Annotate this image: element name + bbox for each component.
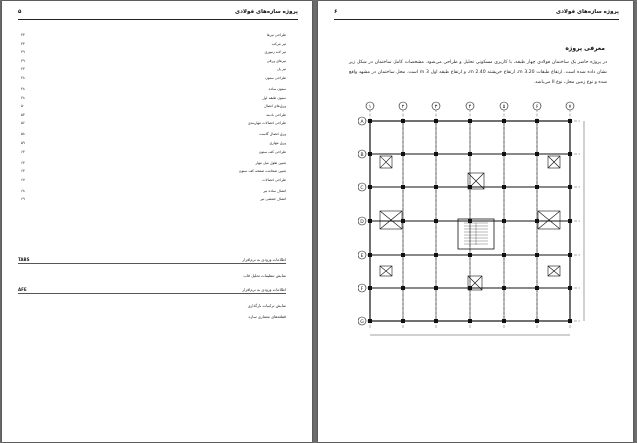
plan-grid bbox=[358, 102, 580, 329]
intro-paragraph: در پروژه حاضر یک ساختمان فولادی چهار طبقه، با کاربری مسکونی تحلیل و طراحی می‌شود. مشخصات کامل ساختمان در شکل زیر نشان داده شده است. ارتفاع طبقات 3.20 m، ارتفاع خرپشته 2.40 m، و ارتفاع طبقه اول 3 m است. محل ساختمان در مشهد واقع شده و نوع زمین محل، نوع II می‌باشد. bbox=[349, 60, 608, 85]
toc-entry[interactable] bbox=[18, 102, 286, 111]
toc-entry[interactable] bbox=[18, 65, 286, 74]
toc-entry[interactable] bbox=[18, 130, 286, 139]
column-marker bbox=[502, 219, 506, 223]
toc-entry-title: اتصال ساده تیر bbox=[263, 188, 286, 193]
toc-entry[interactable] bbox=[18, 111, 286, 120]
axis-label: F bbox=[360, 286, 364, 292]
column-marker bbox=[502, 152, 506, 156]
axis-label: ۷ bbox=[568, 104, 572, 110]
toc-entry-page: ۴۸ bbox=[21, 95, 25, 100]
toc-section-afe bbox=[18, 287, 286, 325]
toc-entry-title: تیر مرکب bbox=[271, 41, 286, 46]
column-marker bbox=[401, 185, 405, 189]
column-marker bbox=[401, 152, 405, 156]
toc-entry[interactable] bbox=[18, 148, 286, 159]
toc-entry-page: ۳۹ bbox=[21, 58, 25, 63]
toc-entry[interactable] bbox=[18, 40, 286, 49]
section-tag: TABS bbox=[18, 257, 30, 262]
toc-entry-title: اتصال خمشی تیر bbox=[260, 197, 286, 202]
left-page bbox=[2, 1, 312, 442]
right-page bbox=[318, 1, 633, 442]
column-marker bbox=[434, 286, 438, 290]
toc-entry-page: ۵۳ bbox=[21, 112, 25, 117]
axis-label: G bbox=[360, 319, 364, 325]
page-number: ۵ bbox=[18, 9, 22, 15]
section-item: نمایش ترکیبات بارگذاری bbox=[247, 303, 286, 308]
toc-entry-page: ۶۷ bbox=[21, 177, 25, 182]
toc-entry-title: ورق اتصال گاست bbox=[259, 132, 286, 137]
column-marker bbox=[401, 253, 405, 257]
toc-entry-page: ۴۸ bbox=[21, 75, 25, 80]
column-marker bbox=[535, 286, 539, 290]
column-marker bbox=[434, 185, 438, 189]
section-label: اطلاعات ورودی به نرم‌افزار bbox=[242, 257, 286, 262]
toc-entry[interactable] bbox=[18, 74, 286, 85]
column-marker bbox=[502, 286, 506, 290]
toc-entry-page: ۶۹ bbox=[21, 197, 25, 202]
toc-entry[interactable] bbox=[18, 176, 286, 187]
toc-entry-title: تعیین طول میل مهار bbox=[255, 160, 286, 165]
column-marker bbox=[401, 286, 405, 290]
toc-entry-title: تیر لانه زنبوری bbox=[264, 50, 286, 55]
toc-entry-page: ۶۸ bbox=[21, 188, 25, 193]
toc-entry-title: طراحی اتصالات مهاربندی bbox=[247, 121, 286, 126]
column-marker bbox=[535, 219, 539, 223]
toc-entry-page: ۵۶ bbox=[21, 121, 25, 126]
column-marker bbox=[434, 253, 438, 257]
section-item: قطعه‌های معماری سازه bbox=[248, 314, 286, 319]
intro-title: معرفی پروژه bbox=[565, 45, 605, 52]
toc-entry-page: ۴۸ bbox=[21, 86, 25, 91]
column-marker bbox=[535, 152, 539, 156]
toc-entry-title: طراحی کف ستون bbox=[258, 149, 286, 154]
toc-entry-page: ۵۹ bbox=[21, 140, 25, 145]
page-number: ۶ bbox=[334, 9, 338, 15]
toc-entry-page: ۳۹ bbox=[21, 50, 25, 55]
section-tag: AFE bbox=[18, 287, 27, 292]
toc-entry-title: طراحی تیرها bbox=[266, 33, 286, 37]
axis-label: A bbox=[360, 119, 364, 125]
page-header bbox=[18, 9, 298, 20]
axis-label: B bbox=[360, 152, 364, 158]
column-marker bbox=[502, 185, 506, 189]
toc-entry-title: طراحی بادبند bbox=[266, 112, 286, 117]
toc-entry-title: طراحی ستون bbox=[265, 75, 286, 80]
axis-label: C bbox=[360, 185, 364, 191]
toc-entry-title: تیرهای ورقی bbox=[266, 58, 286, 63]
toc-entry-page: ۴۳ bbox=[21, 67, 25, 72]
toc-entry-page: ۶۳ bbox=[21, 149, 25, 154]
toc-entry-title: تیر پل bbox=[277, 67, 286, 72]
column-marker bbox=[535, 185, 539, 189]
axis-label: D bbox=[360, 219, 364, 225]
column-marker bbox=[434, 152, 438, 156]
axis-label: ۳ bbox=[434, 104, 438, 110]
toc-entry-page: ۵۸ bbox=[21, 132, 25, 137]
axis-label: ۶ bbox=[535, 104, 539, 110]
toc-entry[interactable] bbox=[18, 195, 286, 204]
column-marker bbox=[434, 219, 438, 223]
header-title: پروژه سازه‌های فولادی bbox=[235, 9, 298, 15]
axis-label: ۱ bbox=[368, 104, 372, 110]
toc-entry-title: ستون طبقه اول bbox=[262, 95, 286, 100]
stair-treads bbox=[464, 223, 488, 245]
page-header bbox=[334, 9, 619, 20]
toc-entry[interactable] bbox=[18, 159, 286, 168]
toc-entry[interactable] bbox=[18, 57, 286, 66]
toc-entry-page: ۶۳ bbox=[21, 169, 25, 174]
toc-entry-page: ۶۳ bbox=[21, 160, 25, 165]
floor-plan-drawing bbox=[358, 101, 598, 346]
column-marker bbox=[535, 253, 539, 257]
toc-entry[interactable] bbox=[18, 94, 286, 103]
axis-label: E bbox=[360, 253, 364, 259]
toc-entry[interactable] bbox=[18, 139, 286, 148]
toc-entry[interactable] bbox=[18, 48, 286, 57]
section-label: اطلاعات ورودی به نرم‌افزار bbox=[242, 287, 286, 292]
header-title: پروژه سازه‌های فولادی bbox=[556, 9, 619, 15]
column-marker bbox=[502, 253, 506, 257]
toc-entry-title: ورق‌های اتصال bbox=[263, 104, 286, 109]
toc-section-tabs bbox=[18, 257, 286, 284]
toc-entry[interactable] bbox=[18, 31, 286, 40]
column-marker bbox=[401, 219, 405, 223]
section-item: نمایش تنظیمات تحلیل قاب bbox=[243, 273, 286, 278]
table-of-contents bbox=[18, 31, 286, 204]
toc-entry-title: طراحی اتصالات bbox=[262, 177, 286, 182]
toc-entry-page: ۵۰ bbox=[21, 104, 25, 109]
toc-entry[interactable] bbox=[18, 167, 286, 176]
toc-entry[interactable] bbox=[18, 119, 286, 130]
toc-entry-title: ورق مهاری bbox=[269, 140, 286, 145]
toc-entry-page: ۳۳ bbox=[21, 33, 25, 37]
axis-label: ۲ bbox=[401, 104, 405, 110]
toc-entry[interactable] bbox=[18, 85, 286, 94]
axis-label: ۵ bbox=[502, 104, 506, 110]
toc-entry-page: ۳۳ bbox=[21, 41, 25, 46]
column-marker bbox=[468, 152, 472, 156]
toc-entry[interactable] bbox=[18, 187, 286, 196]
toc-entry-title: تعیین ضخامت صفحه کف ستون bbox=[238, 169, 286, 174]
axis-label: ۴ bbox=[468, 104, 472, 110]
column-marker bbox=[468, 253, 472, 257]
column-marker bbox=[468, 219, 472, 223]
toc-entry-title: ستون ساده bbox=[268, 86, 286, 91]
